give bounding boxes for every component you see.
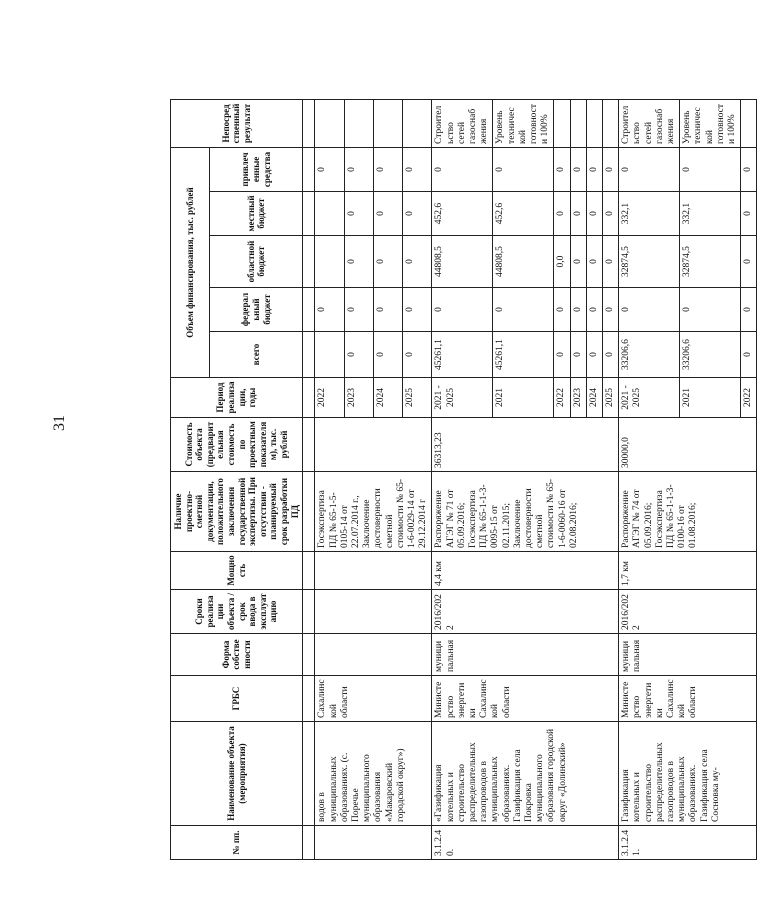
local-cell: 0 <box>373 192 402 236</box>
period-cell: 2022 <box>315 378 344 418</box>
attracted-cell: 0 <box>554 147 570 191</box>
local-cell: 0 <box>741 192 757 236</box>
federal-cell: 0 <box>315 288 344 332</box>
total-cell: 0 <box>570 332 586 378</box>
attracted-cell: 0 <box>741 147 757 191</box>
period-cell: 2023 <box>344 378 373 418</box>
header-grbs: ГРБС <box>171 676 303 722</box>
federal-cell: 0 <box>586 288 602 332</box>
ownership-cell <box>315 634 432 676</box>
total-cell: 0 <box>602 332 618 378</box>
local-cell: 452,6 <box>432 192 493 236</box>
period-cell: 2022 <box>741 378 757 418</box>
cost-cell <box>315 418 432 472</box>
attracted-cell: 0 <box>619 147 680 191</box>
federal-cell: 0 <box>373 288 402 332</box>
federal-cell: 0 <box>570 288 586 332</box>
docs-cell: Распоряжение АГЭГ № 74 от 05.09.2016; Госэкспертиза ПД № 65-1-1-3-0100-16 от 01.08.2016; <box>619 472 757 552</box>
period-cell: 2021 - 2025 <box>619 378 680 418</box>
local-cell: 0 <box>554 192 570 236</box>
result-cell: Строительство сетей газоснабжения <box>432 99 493 147</box>
regional-cell: 0 <box>403 236 432 288</box>
local-cell: 0 <box>570 192 586 236</box>
object-name: водов в муниципальных образованиях. (с. Поречье муниципального образования «Макаровский городской округ») <box>315 722 432 826</box>
cost-cell: 36313,23 <box>432 418 619 472</box>
regional-cell: 0 <box>344 236 373 288</box>
header-result: Непосредственный результат <box>171 99 303 147</box>
period-cell: 2024 <box>586 378 602 418</box>
header-federal: федеральный бюджет <box>210 288 303 332</box>
cost-cell: 30000,0 <box>619 418 757 472</box>
local-cell: 0 <box>602 192 618 236</box>
regional-cell: 0,0 <box>554 236 570 288</box>
federal-cell: 0 <box>432 288 493 332</box>
attracted-cell: 0 <box>680 147 741 191</box>
result-cell: Уровень технической готовности 100% <box>680 99 741 147</box>
header-docs: Наличие проектно-сметной документации, положительного заключения государственной экспертизы. При отсутствии - планируемый срок разработки ПД <box>171 472 303 552</box>
result-cell <box>741 99 757 147</box>
header-name: Наименование объекта (мероприятия) <box>171 722 303 826</box>
regional-cell: 0 <box>741 236 757 288</box>
local-cell: 452,6 <box>493 192 554 236</box>
terms-cell: 2016/2022 <box>432 590 619 634</box>
total-cell: 0 <box>403 332 432 378</box>
federal-cell: 0 <box>344 288 373 332</box>
attracted-cell: 0 <box>432 147 493 191</box>
result-cell <box>570 99 586 147</box>
federal-cell: 0 <box>493 288 554 332</box>
result-cell <box>602 99 618 147</box>
local-cell: 0 <box>403 192 432 236</box>
federal-cell: 0 <box>403 288 432 332</box>
attracted-cell: 0 <box>586 147 602 191</box>
grbs-cell: Министерство энергетики Сахалинской области <box>619 676 757 722</box>
column-number-row <box>303 99 315 859</box>
table-row <box>432 99 493 859</box>
total-cell: 45261,1 <box>493 332 554 378</box>
total-cell: 33206,6 <box>680 332 741 378</box>
row-number: 3.1.2.41. <box>619 826 757 860</box>
capacity-cell: 4,4 км <box>432 552 619 590</box>
object-name: «Газификация котельных и строительство распределительных газопроводов в муниципальных образованиях. Газификация села Покровка муниципального образования городской округ «Долинский» <box>432 722 619 826</box>
total-cell: 0 <box>586 332 602 378</box>
funding-table <box>170 99 757 860</box>
local-cell: 0 <box>586 192 602 236</box>
header-local: местный бюджет <box>210 192 303 236</box>
header-funding: Объем финансирования, тыс. рублей <box>171 147 210 377</box>
federal-cell: 0 <box>602 288 618 332</box>
docs-cell: Госэкспертиза ПД № 65-1-5-0105-14 от 22.07.2014 г., Заключение достоверности сметной стоимости № 65-1-6-0029-14 от 29.12.2014 г <box>315 472 432 552</box>
period-cell: 2024 <box>373 378 402 418</box>
local-cell: 332,1 <box>680 192 741 236</box>
terms-cell: 2016/2022 <box>619 590 757 634</box>
grbs-cell: Сахалинской области <box>315 676 432 722</box>
period-cell: 2021 <box>493 378 554 418</box>
period-cell: 2022 <box>554 378 570 418</box>
rotated-table-container <box>170 100 754 860</box>
result-cell <box>315 99 344 147</box>
attracted-cell: 0 <box>602 147 618 191</box>
attracted-cell: 0 <box>570 147 586 191</box>
header-cost: Стоимость объекта (предварительная стоимость по проектным показателям), тыс. рублей <box>171 418 303 472</box>
table-body <box>315 99 757 859</box>
header-num: № пп. <box>171 826 303 860</box>
total-cell: 0 <box>373 332 402 378</box>
result-cell <box>586 99 602 147</box>
result-cell <box>373 99 402 147</box>
row-number: 3.1.2.40. <box>432 826 619 860</box>
federal-cell: 0 <box>680 288 741 332</box>
attracted-cell: 0 <box>493 147 554 191</box>
header-period: Период реализации, годы <box>171 378 303 418</box>
local-cell: 0 <box>344 192 373 236</box>
federal-cell: 0 <box>741 288 757 332</box>
total-cell: 0 <box>741 332 757 378</box>
regional-cell <box>315 236 344 288</box>
federal-cell: 0 <box>619 288 680 332</box>
result-cell <box>554 99 570 147</box>
local-cell <box>315 192 344 236</box>
header-total: всего <box>210 332 303 378</box>
ownership-cell: муниципальная <box>619 634 757 676</box>
terms-cell <box>315 590 432 634</box>
attracted-cell: 0 <box>315 147 344 191</box>
local-cell: 332,1 <box>619 192 680 236</box>
row-number <box>315 826 432 860</box>
result-cell: Строительство сетей газоснабжения <box>619 99 680 147</box>
result-cell <box>344 99 373 147</box>
header-terms: Сроки реализации объекта / срок ввода в эксплуатацию <box>171 590 303 634</box>
ownership-cell: муниципальная <box>432 634 619 676</box>
period-cell: 2023 <box>570 378 586 418</box>
docs-cell: Распоряжение АГЭГ № 71 от 05.09.2016; Госэкспертиза ПД № 65-1-1-3-0095-15 от 02.11.2015; Заключение достоверности сметной стоимости № 65-1-6-0060-16 от 02.08.2016; <box>432 472 619 552</box>
regional-cell: 0 <box>586 236 602 288</box>
header-attracted: привлеченные средства <box>210 147 303 191</box>
regional-cell: 0 <box>373 236 402 288</box>
federal-cell: 0 <box>554 288 570 332</box>
attracted-cell: 0 <box>344 147 373 191</box>
regional-cell: 32874,5 <box>680 236 741 288</box>
period-cell: 2025 <box>403 378 432 418</box>
table-header <box>171 99 315 859</box>
header-regional: областной бюджет <box>210 236 303 288</box>
regional-cell: 44808,5 <box>493 236 554 288</box>
table-row <box>315 99 344 859</box>
grbs-cell: Министерство энергетики Сахалинской области <box>432 676 619 722</box>
total-cell: 0 <box>344 332 373 378</box>
result-cell: Уровень технической готовности 100% <box>493 99 554 147</box>
capacity-cell: 1,7 км <box>619 552 757 590</box>
period-cell: 2021 - 2025 <box>432 378 493 418</box>
regional-cell: 0 <box>570 236 586 288</box>
regional-cell: 0 <box>602 236 618 288</box>
attracted-cell: 0 <box>373 147 402 191</box>
result-cell <box>403 99 432 147</box>
capacity-cell <box>315 552 432 590</box>
total-cell: 33206,6 <box>619 332 680 378</box>
regional-cell: 32874,5 <box>619 236 680 288</box>
period-cell: 2025 <box>602 378 618 418</box>
header-capacity: Мощность <box>171 552 303 590</box>
period-cell: 2021 <box>680 378 741 418</box>
total-cell: 0 <box>554 332 570 378</box>
regional-cell: 44808,5 <box>432 236 493 288</box>
header-ownership: Форма собственности <box>171 634 303 676</box>
page-number: 31 <box>51 415 68 431</box>
object-name: Газификация котельных и строительство распределительных газопроводов в муниципальных образованиях. Газификация села Сосновка му- <box>619 722 757 826</box>
total-cell <box>315 332 344 378</box>
attracted-cell: 0 <box>403 147 432 191</box>
table-row <box>619 99 680 859</box>
total-cell: 45261,1 <box>432 332 493 378</box>
